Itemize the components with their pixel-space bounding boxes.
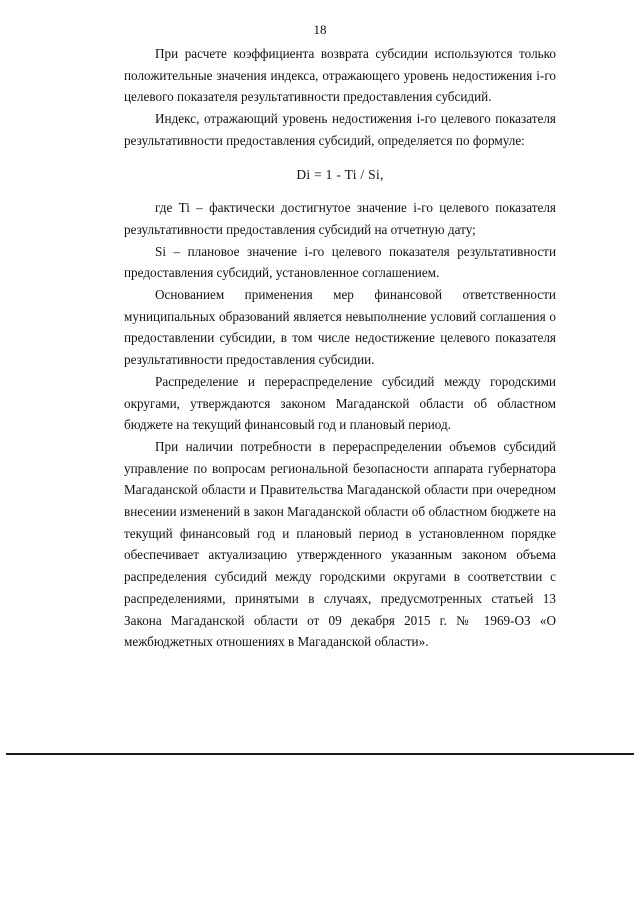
paragraph-si-definition: Si – плановое значение i-го целевого показателя результативности предоставления субсидий, установленное соглашением. bbox=[124, 243, 556, 281]
paragraph-redistribution: При наличии потребности в перераспределении объемов субсидий управление по вопросам региональной безопасности аппарата губернатора Магаданской области и Правительства Магаданской области при очередном внесении изменений в закон Магаданской области об областном бюджете на текущий финансовый год и плановый период в установленном порядке обеспечивает актуализацию утвержденного указанным законом объема распределения субсидий между городскими округами в соответствии с распределениями, принятыми в случаях, предусмотренных статьей 13 Закона Магаданской области от 09 декабря 2015 г. № 1969-ОЗ «О межбюджетных отношениях в Магаданской области». bbox=[124, 438, 556, 650]
paragraph-financial-responsibility: Основанием применения мер финансовой ответственности муниципальных образований является невыполнение условий соглашения о предоставлении субсидии, в том числе недостижение целевого показателя результативности предоставления субсидии. bbox=[124, 287, 556, 368]
paragraph-ti-definition: где Ti – фактически достигнутое значение i-го целевого показателя результативности предоставления субсидий на отчетную дату; bbox=[124, 200, 556, 237]
document-body bbox=[124, 43, 556, 653]
page-number: 18 bbox=[313, 22, 327, 37]
paragraph-index-definition: Индекс, отражающий уровень недостижения i-го целевого показателя результативности предоставления субсидий, определяется по формуле: bbox=[124, 111, 556, 148]
paragraph-positive-values: При расчете коэффициента возврата субсидии используются только положительные значения индекса, отражающего уровень недостижения i-го целевого показателя результативности предоставления субсидий. bbox=[124, 46, 556, 105]
paragraph-distribution: Распределение и перераспределение субсидий между городскими округами, утверждаются законом Магаданской области об областном бюджете на текущий финансовый год и плановый период. bbox=[124, 373, 556, 433]
formula: Di = 1 - Ti / Si, bbox=[296, 166, 384, 182]
horizontal-rule bbox=[6, 753, 634, 755]
